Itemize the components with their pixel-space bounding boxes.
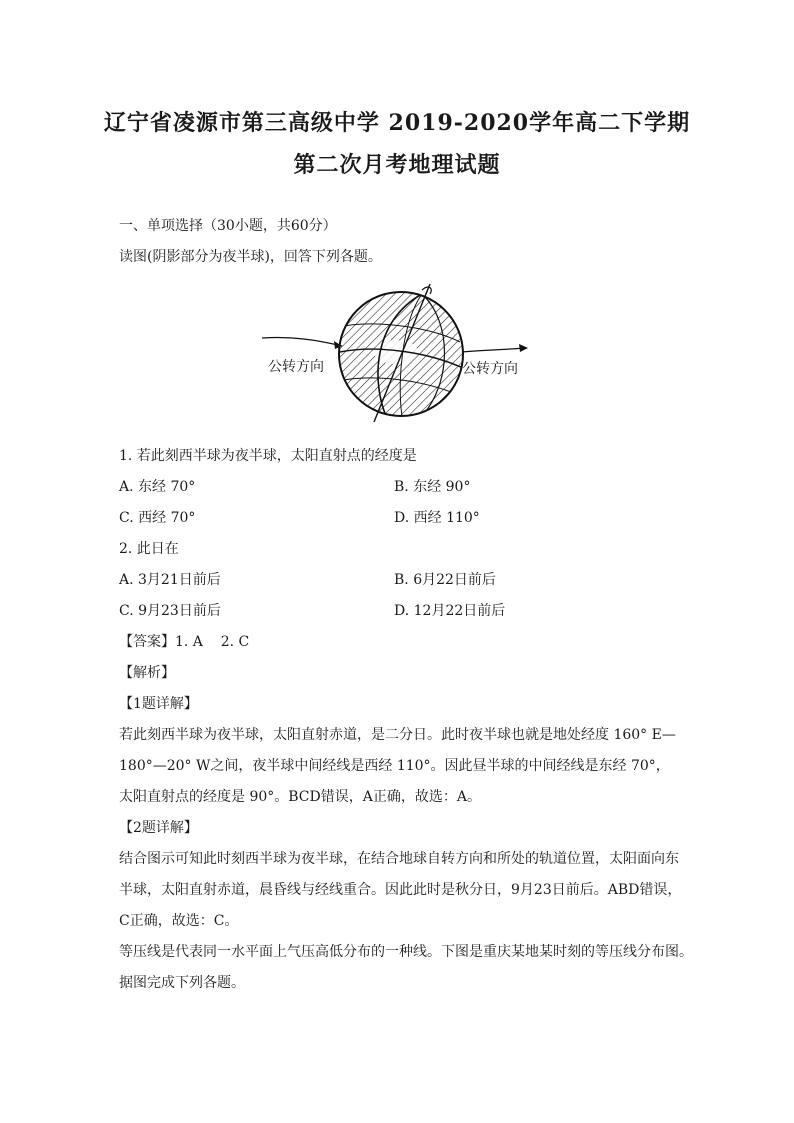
- q1-option-a: A. 东经 70°: [119, 479, 196, 495]
- q1-stem: 1. 若此刻西半球为夜半球，太阳直射点的经度是: [119, 448, 417, 464]
- q1-option-d: D. 西经 110°: [394, 510, 480, 526]
- intro-text-1: 读图(阴影部分为夜半球)，回答下列各题。: [119, 249, 382, 265]
- analysis-heading: 【解析】: [119, 665, 175, 681]
- detail1-line-3: 太阳直射点的经度是 90°。BCD错误，A正确，故选：A。: [119, 789, 481, 805]
- section-heading: 一、单项选择（30小题，共60分）: [119, 218, 337, 234]
- q2-option-d: D. 12月22日前后: [394, 603, 506, 619]
- detail2-line-3: C正确，故选：C。: [119, 913, 239, 929]
- detail2-line-1: 结合图示可知此时刻西半球为夜半球，在结合地球自转方向和所处的轨道位置，太阳面向东: [119, 851, 679, 867]
- q2-stem: 2. 此日在: [119, 541, 179, 557]
- figure-label-right: 公转方向: [462, 361, 518, 377]
- detail2-heading: 【2题详解】: [119, 820, 198, 836]
- answer-line: 【答案】1. A 2. C: [119, 634, 250, 650]
- detail2-line-2: 半球，太阳直射赤道，晨昏线与经线重合。因此此时是秋分日，9月23日前后。ABD错误，: [119, 882, 682, 898]
- q1-option-c: C. 西经 70°: [119, 510, 196, 526]
- q1-option-b: B. 东经 90°: [394, 479, 471, 495]
- doc-title-line2: 第二次月考地理试题: [293, 152, 501, 178]
- detail1-line-1: 若此刻西半球为夜半球，太阳直射赤道，是二分日。此时夜半球也就是地处经度 160° E—: [119, 727, 676, 743]
- globe-figure: [262, 282, 530, 422]
- q2-option-a: A. 3月21日前后: [119, 572, 221, 588]
- q2-option-b: B. 6月22日前后: [394, 572, 496, 588]
- detail1-line-2: 180°—20° W之间，夜半球中间经线是西经 110°。因此昼半球的中间经线是东经 70°，: [119, 758, 670, 774]
- q2-option-c: C. 9月23日前后: [119, 603, 221, 619]
- intro-text-2-line-2: 据图完成下列各题。: [119, 975, 245, 991]
- doc-title-line1: 辽宁省凌源市第三高级中学 2019-2020学年高二下学期: [103, 110, 691, 136]
- figure-label-left: 公转方向: [268, 359, 324, 375]
- detail1-heading: 【1题详解】: [119, 696, 198, 712]
- intro-text-2-line-1: 等压线是代表同一水平面上气压高低分布的一种线。下图是重庆某地某时刻的等压线分布图。: [119, 944, 693, 960]
